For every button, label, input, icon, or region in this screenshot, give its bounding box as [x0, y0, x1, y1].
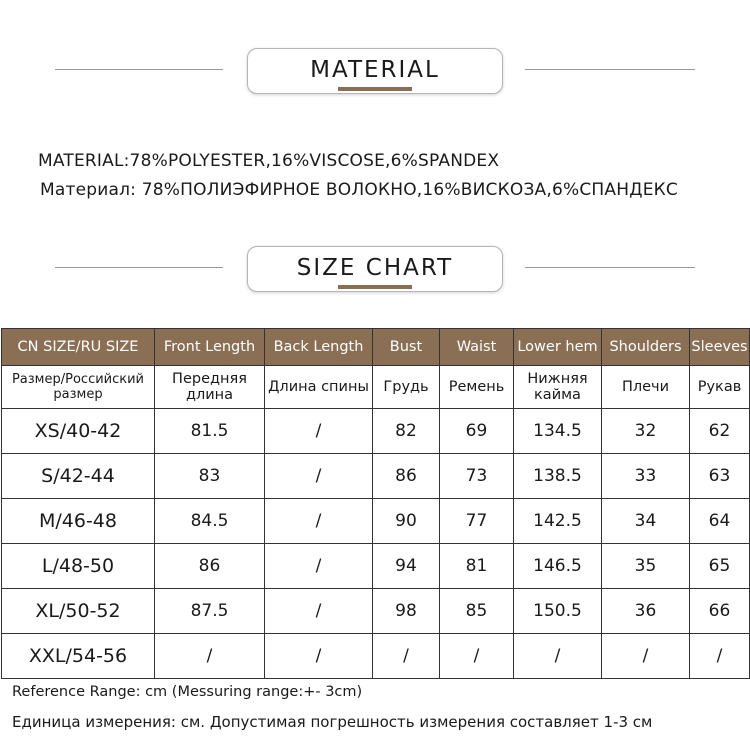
- table-row: [2, 454, 750, 499]
- table-cell: /: [265, 634, 373, 679]
- table-cell: /: [265, 589, 373, 634]
- col-header-ru-shoulders: Плечи: [602, 366, 690, 409]
- table-row: [2, 499, 750, 544]
- table-cell: 83: [155, 454, 265, 499]
- col-header-size: CN SIZE/RU SIZE: [2, 329, 155, 366]
- table-cell: 84.5: [155, 499, 265, 544]
- table-cell: 85: [440, 589, 514, 634]
- table-cell: /: [265, 544, 373, 589]
- divider-line: [55, 267, 223, 268]
- table-cell: /: [265, 454, 373, 499]
- size-cell: XL/50-52: [2, 589, 155, 634]
- table-cell: 90: [373, 499, 440, 544]
- table-cell: 66: [690, 589, 750, 634]
- divider-line: [525, 267, 695, 268]
- col-header-bust: Bust: [373, 329, 440, 366]
- table-cell: 32: [602, 409, 690, 454]
- table-cell: /: [155, 634, 265, 679]
- table-cell: 33: [602, 454, 690, 499]
- col-header-ru-size: Размер/Российский размер: [2, 366, 155, 409]
- title-underline: [338, 285, 412, 289]
- col-header-back-length: Back Length: [265, 329, 373, 366]
- material-section-header: [0, 48, 750, 96]
- table-cell: 138.5: [514, 454, 602, 499]
- table-header-row-ru: [2, 366, 750, 409]
- table-cell: 62: [690, 409, 750, 454]
- table-cell: 73: [440, 454, 514, 499]
- table-cell: /: [265, 499, 373, 544]
- table-cell: 77: [440, 499, 514, 544]
- title-underline: [338, 87, 412, 91]
- size-cell: XS/40-42: [2, 409, 155, 454]
- table-cell: 35: [602, 544, 690, 589]
- col-header-ru-bust: Грудь: [373, 366, 440, 409]
- col-header-ru-waist: Ремень: [440, 366, 514, 409]
- size-chart-title: SIZE CHART: [296, 255, 454, 281]
- reference-range-note-en: Reference Range: cm (Messuring range:+- 3cm): [12, 684, 363, 700]
- size-cell: S/42-44: [2, 454, 155, 499]
- col-header-front-length: Front Length: [155, 329, 265, 366]
- divider-line: [525, 69, 695, 70]
- size-cell: M/46-48: [2, 499, 155, 544]
- reference-range-note-ru: Единица измерения: см. Допустимая погрешность измерения составляет 1-3 см: [12, 713, 653, 731]
- size-cell: L/48-50: [2, 544, 155, 589]
- divider-line: [55, 69, 223, 70]
- size-cell: XXL/54-56: [2, 634, 155, 679]
- table-row: [2, 409, 750, 454]
- table-cell: /: [690, 634, 750, 679]
- table-cell: 86: [373, 454, 440, 499]
- table-header-row-en: [2, 329, 750, 366]
- table-cell: /: [514, 634, 602, 679]
- table-cell: 34: [602, 499, 690, 544]
- material-text-ru: Материал: 78%ПОЛИЭФИРНОЕ ВОЛОКНО,16%ВИСКОЗА,6%СПАНДЕКС: [40, 180, 678, 200]
- table-cell: 81.5: [155, 409, 265, 454]
- col-header-waist: Waist: [440, 329, 514, 366]
- table-cell: 146.5: [514, 544, 602, 589]
- table-row: [2, 544, 750, 589]
- material-text-en: MATERIAL:78%POLYESTER,16%VISCOSE,6%SPANDEX: [38, 151, 500, 171]
- table-cell: /: [440, 634, 514, 679]
- table-cell: 98: [373, 589, 440, 634]
- size-chart-section-header: [0, 246, 750, 294]
- table-cell: 63: [690, 454, 750, 499]
- table-row: [2, 634, 750, 679]
- table-cell: /: [373, 634, 440, 679]
- table-cell: 94: [373, 544, 440, 589]
- table-cell: 65: [690, 544, 750, 589]
- size-chart-table: [1, 328, 750, 679]
- table-row: [2, 589, 750, 634]
- table-cell: 82: [373, 409, 440, 454]
- table-cell: 69: [440, 409, 514, 454]
- table-cell: 81: [440, 544, 514, 589]
- table-cell: /: [265, 409, 373, 454]
- col-header-ru-lower-hem: Нижняя кайма: [514, 366, 602, 409]
- table-cell: 86: [155, 544, 265, 589]
- table-cell: /: [602, 634, 690, 679]
- col-header-shoulders: Shoulders: [602, 329, 690, 366]
- table-cell: 142.5: [514, 499, 602, 544]
- col-header-sleeves: Sleeves: [690, 329, 750, 366]
- col-header-ru-back-length: Длина спины: [265, 366, 373, 409]
- table-cell: 150.5: [514, 589, 602, 634]
- col-header-ru-front-length: Передняя длина: [155, 366, 265, 409]
- table-cell: 87.5: [155, 589, 265, 634]
- col-header-lower-hem: Lower hem: [514, 329, 602, 366]
- material-title: MATERIAL: [310, 57, 440, 83]
- table-cell: 36: [602, 589, 690, 634]
- table-cell: 64: [690, 499, 750, 544]
- col-header-ru-sleeves: Рукав: [690, 366, 750, 409]
- table-cell: 134.5: [514, 409, 602, 454]
